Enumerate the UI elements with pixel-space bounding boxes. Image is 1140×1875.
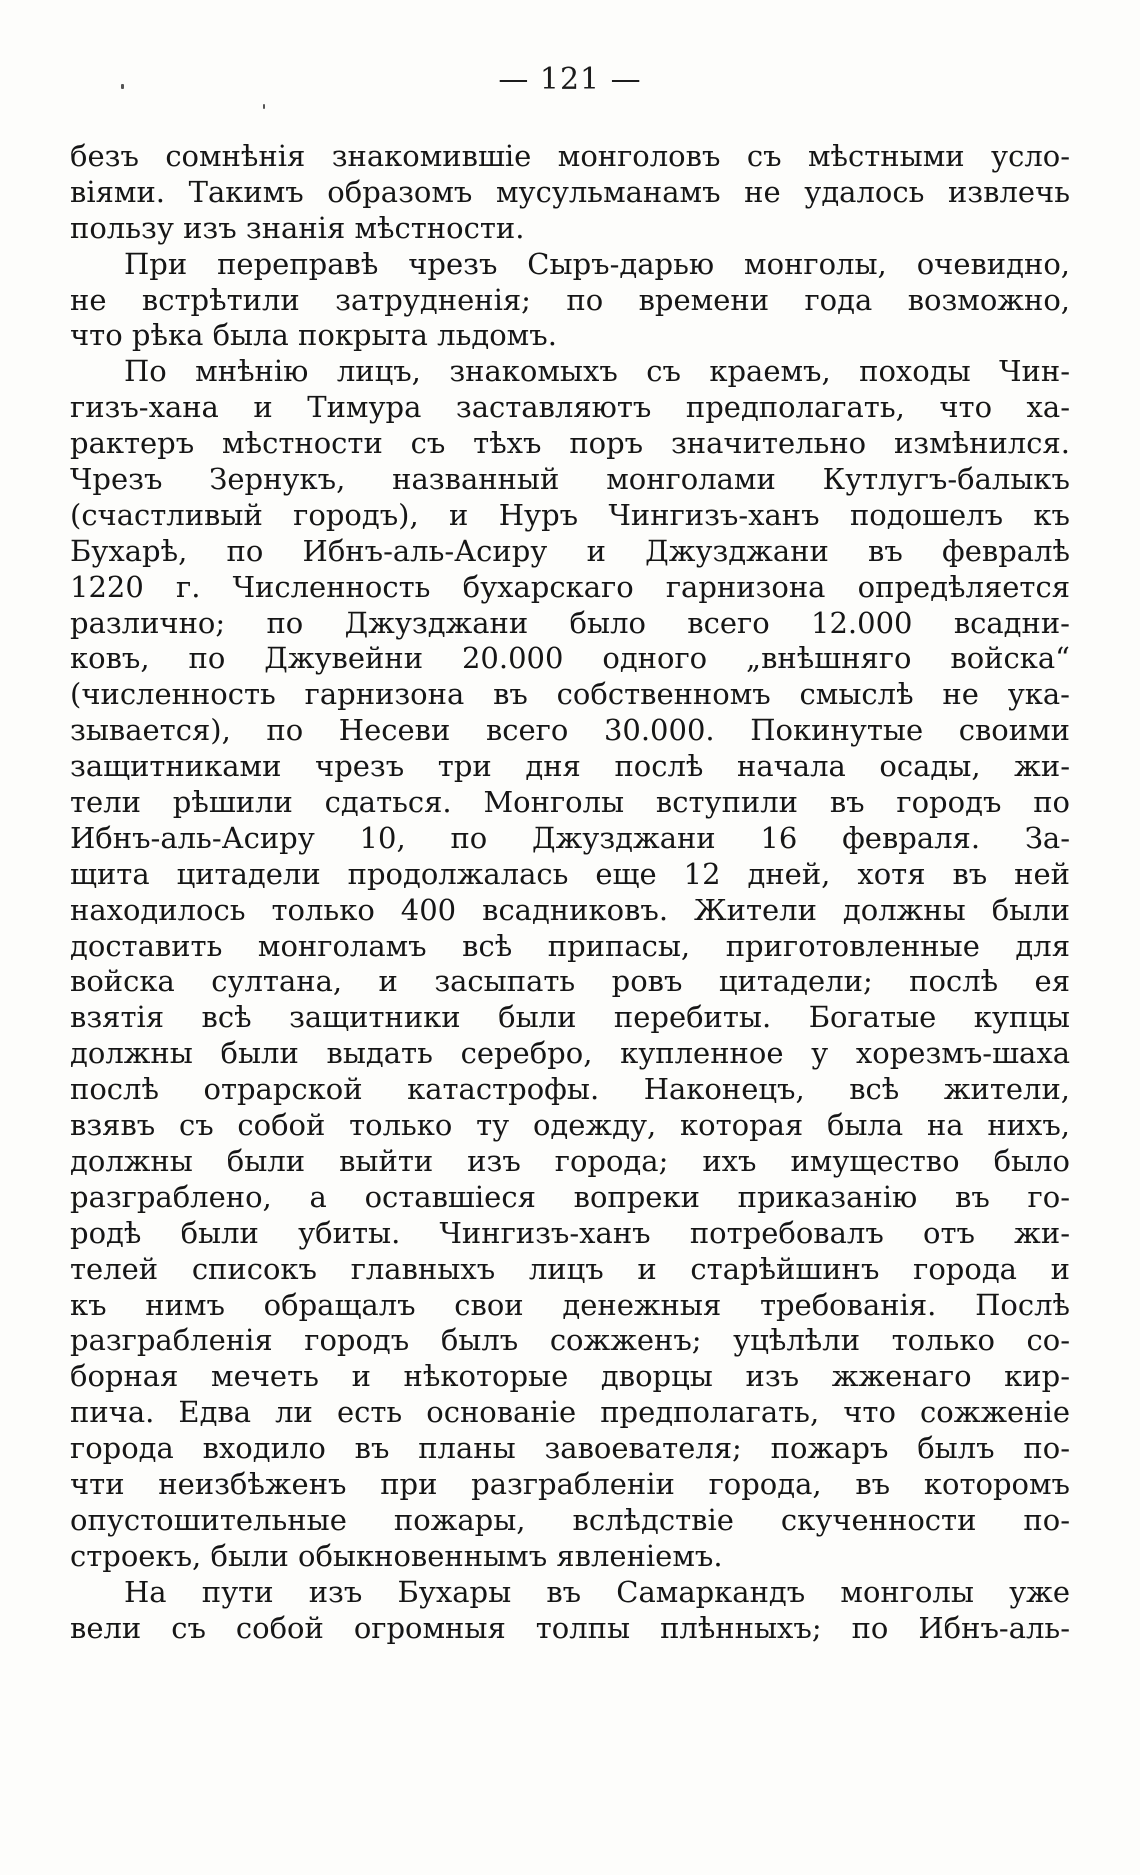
text-line: войска султана, и засыпать ровъ цитадели; послѣ ея <box>70 964 1070 999</box>
text-line: щита цитадели продолжалась еще 12 дней, хотя въ ней <box>70 856 1070 891</box>
ink-speck <box>263 104 265 109</box>
text-line: строекъ, были обыкновеннымъ явленіемъ. <box>70 1538 723 1573</box>
text-line: Бухарѣ, по Ибнъ-аль-Асиру и Джузджани въ февралѣ <box>70 533 1070 568</box>
text-line: доставить монголамъ всѣ припасы, приготовленные для <box>70 928 1070 963</box>
text-line: должны были выдать серебро, купленное у хорезмъ-шаха <box>70 1036 1070 1071</box>
text-line: разграбленія городъ былъ сожженъ; уцѣлѣли только со- <box>70 1323 1070 1358</box>
text-line: рактеръ мѣстности съ тѣхъ поръ значительно измѣнился. <box>70 426 1070 461</box>
text-line: гизъ-хана и Тимура заставляютъ предполагать, что ха- <box>70 390 1070 425</box>
text-line: безъ сомнѣнія знакомившіе монголовъ съ мѣстными усло- <box>70 139 1070 173</box>
text-line: борная мечеть и нѣкоторые дворцы изъ жженаго кир- <box>70 1359 1070 1394</box>
text-line: На пути изъ Бухары въ Самаркандъ монголы уже <box>124 1574 1070 1609</box>
text-line: родѣ были убиты. Чингизъ-ханъ потребовалъ отъ жи- <box>70 1215 1070 1250</box>
text-line: должны были выйти изъ города; ихъ имущество было <box>70 1143 1070 1178</box>
text-line: віями. Такимъ образомъ мусульманамъ не удалось извлечь <box>70 174 1070 209</box>
text-line: пича. Едва ли есть основаніе предполагать, что сожженіе <box>70 1395 1070 1430</box>
text-line: взявъ съ собой только ту одежду, которая была на нихъ, <box>70 1108 1070 1143</box>
text-line: опустошительные пожары, вслѣдствіе скученности по- <box>70 1502 1070 1537</box>
text-line: вели съ собой огромныя толпы плѣнныхъ; по Ибнъ-аль- <box>70 1610 1070 1645</box>
text-line: зывается), по Несеви всего 30.000. Покинутые своими <box>70 713 1070 748</box>
text-line: защитниками чрезъ три дня послѣ начала осады, жи- <box>70 749 1070 784</box>
page-number: — 121 — <box>498 62 642 97</box>
text-line: пользу изъ знанія мѣстности. <box>70 210 525 245</box>
text-line: чти неизбѣженъ при разграбленіи города, въ которомъ <box>70 1466 1070 1501</box>
text-line: города входило въ планы завоевателя; пожаръ былъ по- <box>70 1431 1070 1466</box>
body-text <box>70 139 1070 1646</box>
text-line: послѣ отрарской катастрофы. Наконецъ, всѣ жители, <box>70 1072 1070 1107</box>
text-line: разграблено, а оставшіеся вопреки приказанію въ го- <box>70 1179 1070 1214</box>
text-line: не встрѣтили затрудненія; по времени года возможно, <box>70 282 1070 317</box>
text-line: тели рѣшили сдаться. Монголы вступили въ городъ по <box>70 785 1070 820</box>
text-line: ковъ, по Джувейни 20.000 одного „внѣшняго войска“ <box>70 641 1070 676</box>
text-line: 1220 г. Численность бухарскаго гарнизона опредѣляется <box>70 569 1070 604</box>
text-line: телей списокъ главныхъ лицъ и старѣйшинъ города и <box>70 1251 1070 1286</box>
text-line: что рѣка была покрыта льдомъ. <box>70 318 557 353</box>
text-line: По мнѣнію лицъ, знакомыхъ съ краемъ, походы Чин- <box>124 354 1070 389</box>
text-line: (численность гарнизона въ собственномъ смыслѣ не ука- <box>70 677 1070 712</box>
text-line: (счастливый городъ), и Нуръ Чингизъ-ханъ подошелъ къ <box>70 497 1070 532</box>
text-line: къ нимъ обращалъ свои денежныя требованія. Послѣ <box>70 1287 1070 1322</box>
text-line: взятія всѣ защитники были перебиты. Богатые купцы <box>70 1000 1070 1035</box>
text-line: находилось только 400 всадниковъ. Жители должны были <box>70 892 1070 927</box>
text-line: При переправѣ чрезъ Сыръ-дарью монголы, очевидно, <box>124 246 1070 281</box>
text-line: Ибнъ-аль-Асиру 10, по Джузджани 16 февраля. За- <box>70 820 1070 855</box>
text-line: Чрезъ Зернукъ, названный монголами Кутлугъ-балыкъ <box>70 462 1070 497</box>
text-line: различно; по Джузджани было всего 12.000 всадни- <box>70 605 1070 640</box>
